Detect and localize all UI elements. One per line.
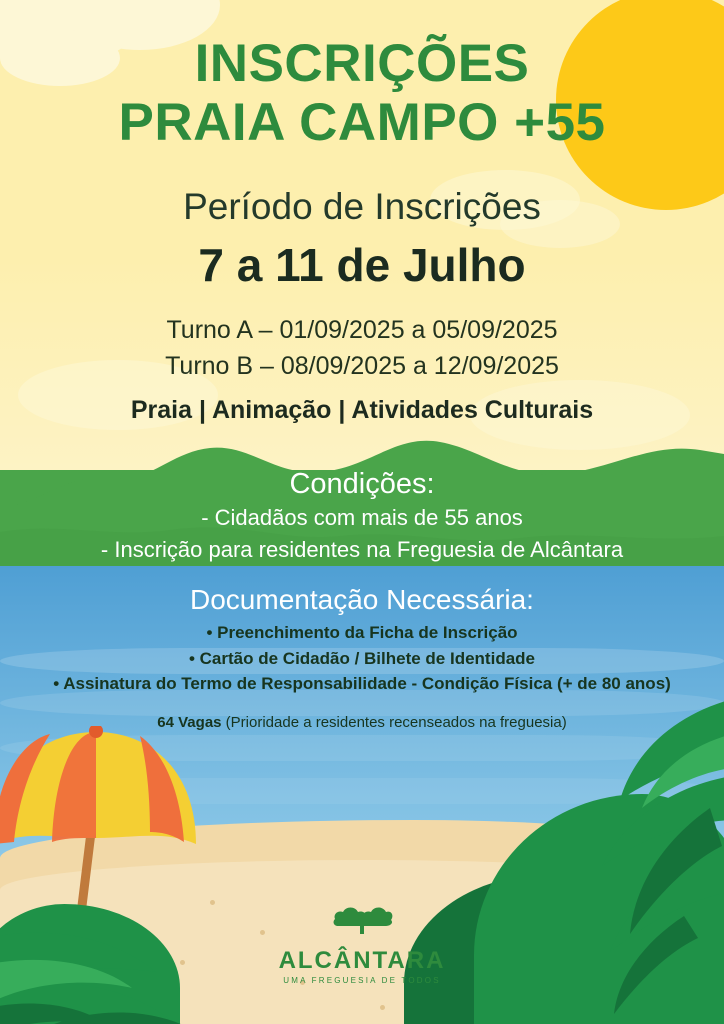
documentation-heading: Documentação Necessária: bbox=[190, 584, 534, 615]
conditions-list bbox=[0, 502, 724, 566]
vacancies-note: (Prioridade a residentes recenseados na freguesia) bbox=[225, 714, 567, 731]
list-item: • Cartão de Cidadão / Bilhete de Identidade bbox=[188, 648, 535, 668]
list-item: • Assinatura do Termo de Responsabilidade - Condição Física (+ de 80 anos) bbox=[53, 674, 671, 693]
conditions-heading: Condições: bbox=[289, 468, 435, 500]
title-line-2: PRAIA CAMPO +55 bbox=[118, 93, 606, 153]
list-item: • Preenchimento da Ficha de Inscrição bbox=[206, 623, 518, 642]
turno-a: Turno A – 01/09/2025 a 05/09/2025 bbox=[166, 316, 558, 344]
subtitle: Período de Inscrições bbox=[183, 186, 541, 227]
registration-dates: 7 a 11 de Julho bbox=[198, 239, 526, 291]
vacancies-count: 64 Vagas bbox=[157, 714, 222, 731]
title-line-1: INSCRIÇÕES bbox=[194, 34, 530, 93]
turnos-block bbox=[0, 312, 724, 385]
alcantara-logo bbox=[0, 900, 724, 985]
logo-slogan: UMA FREGUESIA DE TODOS bbox=[283, 976, 441, 985]
page-title bbox=[0, 34, 724, 153]
logo-name: ALCÂNTARA bbox=[278, 947, 446, 974]
tree-logo-icon bbox=[330, 900, 394, 940]
tagline: Praia | Animação | Atividades Culturais bbox=[130, 396, 594, 424]
list-item: - Cidadãos com mais de 55 anos bbox=[201, 505, 523, 530]
turno-b: Turno B – 08/09/2025 a 12/09/2025 bbox=[165, 352, 559, 381]
documentation-list bbox=[0, 620, 724, 697]
vacancies bbox=[0, 714, 724, 731]
list-item: - Inscrição para residentes na Freguesia de Alcântara bbox=[100, 536, 624, 562]
